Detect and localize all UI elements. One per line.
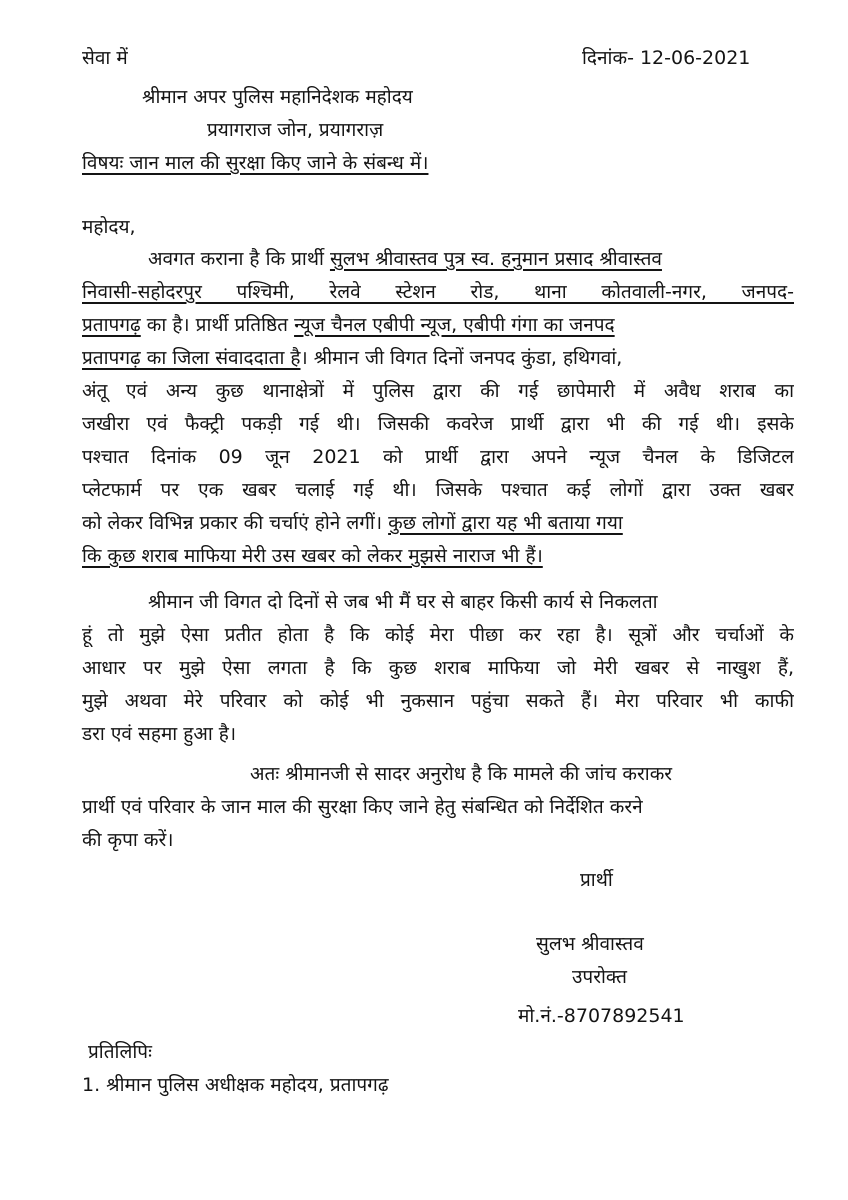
subject-line: विषयः जान माल की सुरक्षा किए जाने के संबन्ध में। xyxy=(82,152,429,174)
para1-line-6: जखीरा एवं फैक्ट्री पकड़ी गई थी। जिसकी कवरेज प्रार्थी द्वारा भी की गई थी। इसके xyxy=(82,413,794,435)
para2-line-5: डरा एवं सहमा हुआ है। xyxy=(82,723,237,745)
para2-line-2: हूं तो मुझे ऐसा प्रतीत होता है कि कोई मेरा पीछा कर रहा है। सूत्रों और चर्चाओं के xyxy=(82,624,794,646)
rumor-underlined: कुछ लोगों द्वारा यह भी बताया गया xyxy=(388,512,623,534)
para2-line-3: आधार पर मुझे ऐसा लगता है कि कुछ शराब माफिया जो मेरी खबर से नाखुश हैं, xyxy=(82,657,794,679)
applicant-address-underlined: निवासी-सहोदरपुर पश्चिमी, रेलवे स्टेशन रोड, थाना कोतवाली-नगर, जनपद- xyxy=(82,281,794,303)
para1-line-4-text: । श्रीमान जी विगत दिनों जनपद कुंडा, हथिगवां, xyxy=(300,347,623,369)
para1-line-1-text: अवगत कराना है कि प्रार्थी xyxy=(148,248,330,270)
para3-line-2: प्रार्थी एवं परिवार के जान माल की सुरक्षा किए जाने हेतु संबन्धित को निर्देशित करने xyxy=(82,796,643,818)
para1-line-9 xyxy=(82,511,794,535)
copy-heading: प्रतिलिपिः xyxy=(88,1041,152,1063)
district-underlined: प्रतापगढ़ xyxy=(82,314,141,336)
para1-line-2 xyxy=(82,280,794,304)
para1-line-7: पश्चात दिनांक 09 जून 2021 को प्रार्थी द्वारा अपने न्यूज चैनल के डिजिटल xyxy=(82,446,794,468)
para1-line-3 xyxy=(82,313,794,337)
seva-mein: सेवा में xyxy=(82,47,128,69)
para2-line-1: श्रीमान जी विगत दो दिनों से जब भी मैं घर से बाहर किसी कार्य से निकलता xyxy=(148,591,658,613)
letter-date: दिनांक- 12-06-2021 xyxy=(582,47,751,69)
mafia-underlined: कि कुछ शराब माफिया मेरी उस खबर को लेकर मुझसे नाराज भी हैं। xyxy=(82,545,543,567)
para1-line-9-text: को लेकर विभिन्न प्रकार की चर्चाएं होने लगीं। xyxy=(82,512,389,534)
signer-name: सुलभ श्रीवास्तव xyxy=(536,933,644,955)
para3-line-1: अतः श्रीमानजी से सादर अनुरोध है कि मामले की जांच कराकर xyxy=(250,763,673,785)
applicant-name-underlined: सुलभ श्रीवास्तव पुत्र स्व. हनुमान प्रसाद श्रीवास्तव xyxy=(329,248,662,270)
salutation: महोदय, xyxy=(82,216,136,238)
para1-line-4 xyxy=(82,346,794,370)
closing-prarthi: प्रार्थी xyxy=(580,869,613,891)
signer-mobile: मो.नं.-8707892541 xyxy=(518,1005,685,1027)
para1-line-3-text: का है। प्रार्थी प्रतिष्ठित xyxy=(140,314,295,336)
para1-line-8: प्लेटफार्म पर एक खबर चलाई गई थी। जिसके पश्चात कई लोगों द्वारा उक्त खबर xyxy=(82,479,794,501)
copy-item-1: 1. श्रीमान पुलिस अधीक्षक महोदय, प्रतापगढ़ xyxy=(82,1074,389,1096)
para1-line-1 xyxy=(148,247,794,271)
para1-line-10 xyxy=(82,544,794,568)
channel-underlined: न्यूज चैनल एबीपी न्यूज, एबीपी गंगा का जनपद xyxy=(294,314,615,336)
addressee-line-2: प्रयागराज जोन, प्रयागराज़ xyxy=(207,119,384,141)
para1-line-5: अंतू एवं अन्य कुछ थानाक्षेत्रों में पुलिस द्वारा की गई छापेमारी में अवैध शराब का xyxy=(82,380,794,402)
signer-reference: उपरोक्त xyxy=(572,966,627,988)
para3-line-3: की कृपा करें। xyxy=(82,829,174,851)
addressee-line-1: श्रीमान अपर पुलिस महानिदेशक महोदय xyxy=(142,86,413,108)
correspondent-underlined: प्रतापगढ़ का जिला संवाददाता है xyxy=(82,347,301,369)
para2-line-4: मुझे अथवा मेरे परिवार को कोई भी नुकसान पहुंचा सकते हैं। मेरा परिवार भी काफी xyxy=(82,690,794,712)
